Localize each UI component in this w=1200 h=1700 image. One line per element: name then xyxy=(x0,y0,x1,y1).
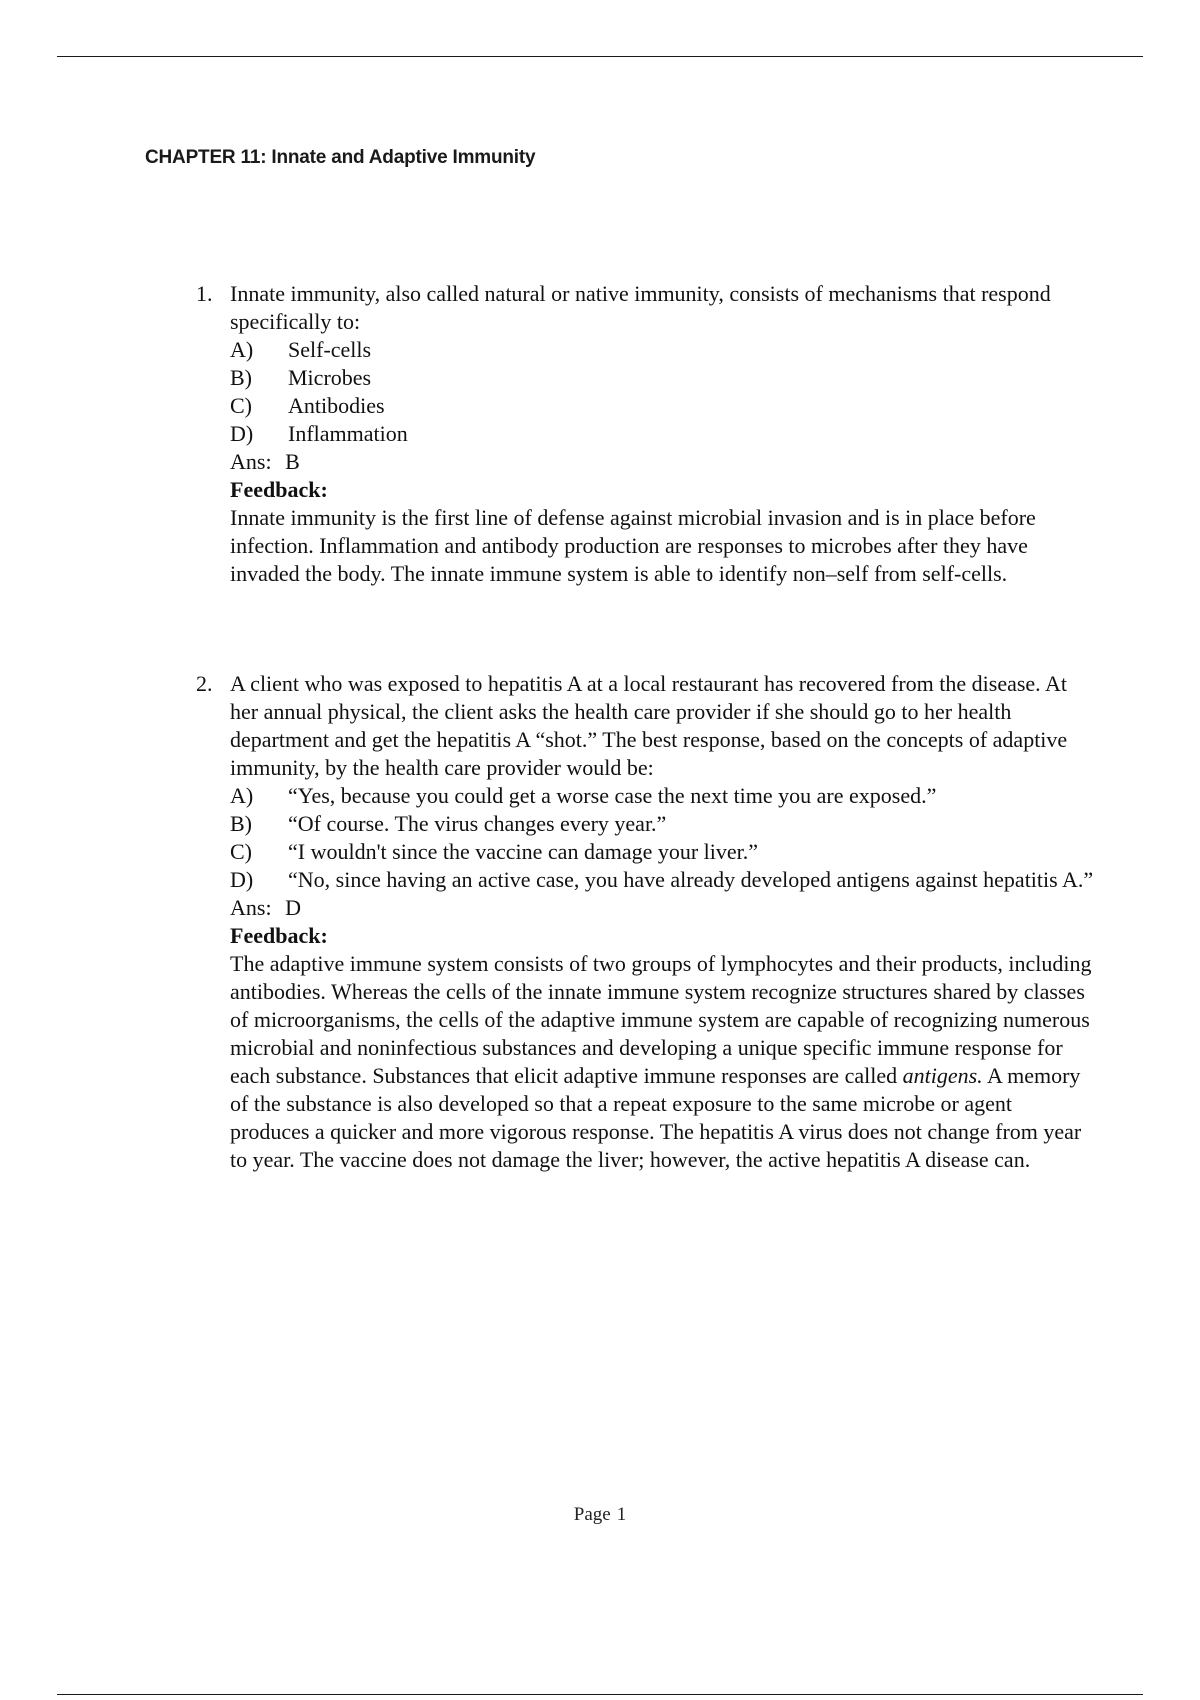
feedback-text-part: A memory of the substance is also developed so that a repeat exposure to the same microbe or agent produces a quicker and more vigorous response. The hepatitis A virus does not change from year to year. The vaccine does not damage the liver; however, the active hepatitis A disease can. xyxy=(230,1063,1082,1172)
question-text: Innate immunity, also called natural or native immunity, consists of mechanisms that respond specifically to: xyxy=(230,281,1051,334)
answer-value: D xyxy=(285,895,301,920)
answer-option-c xyxy=(230,838,1096,866)
feedback-label: Feedback: xyxy=(230,477,328,502)
option-letter: C) xyxy=(230,839,252,864)
bottom-rule xyxy=(57,1694,1143,1695)
question-stem xyxy=(196,280,1096,336)
question-2 xyxy=(196,670,1096,1174)
question-body xyxy=(230,336,1096,588)
option-text: Microbes xyxy=(288,365,372,390)
answer-line xyxy=(230,894,1096,922)
feedback-text-part: The adaptive immune system consists of two groups of lymphocytes and their products, including antibodies. Whereas the cells of the innate immune system recognize structures shared by classes of microorganisms, the cells of the adaptive immune system are capable of recognizing numerous microbial and noninfectious substances and developing a unique specific immune response for each substance. Substances that elicit adaptive immune responses are called xyxy=(230,951,1092,1088)
option-letter: A) xyxy=(230,783,254,808)
option-text: “Yes, because you could get a worse case the next time you are exposed.” xyxy=(288,783,937,808)
feedback-label: Feedback: xyxy=(230,923,328,948)
option-text: Self-cells xyxy=(288,337,372,362)
option-letter: C) xyxy=(230,393,252,418)
page-footer xyxy=(0,1504,1200,1526)
answer-option-b xyxy=(230,364,1096,392)
option-text: “No, since having an active case, you have already developed antigens against hepatitis A.” xyxy=(288,867,1094,892)
option-letter: A) xyxy=(230,337,254,362)
page-label: Page xyxy=(573,1504,611,1525)
option-letter: D) xyxy=(230,867,254,892)
option-letter: B) xyxy=(230,365,252,390)
chapter-title: CHAPTER 11: Innate and Adaptive Immunity xyxy=(145,147,536,168)
feedback-term-antigens: antigens. xyxy=(902,1063,983,1088)
answer-option-b xyxy=(230,810,1096,838)
answer-value: B xyxy=(285,449,300,474)
question-text: A client who was exposed to hepatitis A at a local restaurant has recovered from the disease. At her annual physical, the client asks the health care provider if she should go to her health department and get the hepatitis A “shot.” The best response, based on the concepts of adaptive immunity, by the health care provider would be: xyxy=(230,671,1068,780)
answer-option-d xyxy=(230,420,1096,448)
option-text: Antibodies xyxy=(288,393,385,418)
option-letter: D) xyxy=(230,421,254,446)
feedback-text xyxy=(230,950,1096,1174)
option-letter: B) xyxy=(230,811,252,836)
option-text: “I wouldn't since the vaccine can damage your liver.” xyxy=(288,839,759,864)
answer-label: Ans: xyxy=(230,449,272,474)
question-number: 1. xyxy=(196,281,213,306)
answer-line xyxy=(230,448,1096,476)
answer-option-d xyxy=(230,866,1096,894)
question-number: 2. xyxy=(196,671,213,696)
question-stem xyxy=(196,670,1096,782)
page-number: 1 xyxy=(616,1504,627,1525)
answer-option-c xyxy=(230,392,1096,420)
answer-option-a xyxy=(230,336,1096,364)
answer-option-a xyxy=(230,782,1096,810)
top-rule xyxy=(57,56,1143,57)
feedback-text: Innate immunity is the first line of defense against microbial invasion and is in place before infection. Inflammation and antibody production are responses to microbes after they have invaded the body. The innate immune system is able to identify non–self from self-cells. xyxy=(230,505,1036,586)
answer-label: Ans: xyxy=(230,895,272,920)
option-text: Inflammation xyxy=(288,421,408,446)
question-body xyxy=(230,782,1096,1174)
question-1 xyxy=(196,280,1096,588)
option-text: “Of course. The virus changes every year.” xyxy=(288,811,667,836)
